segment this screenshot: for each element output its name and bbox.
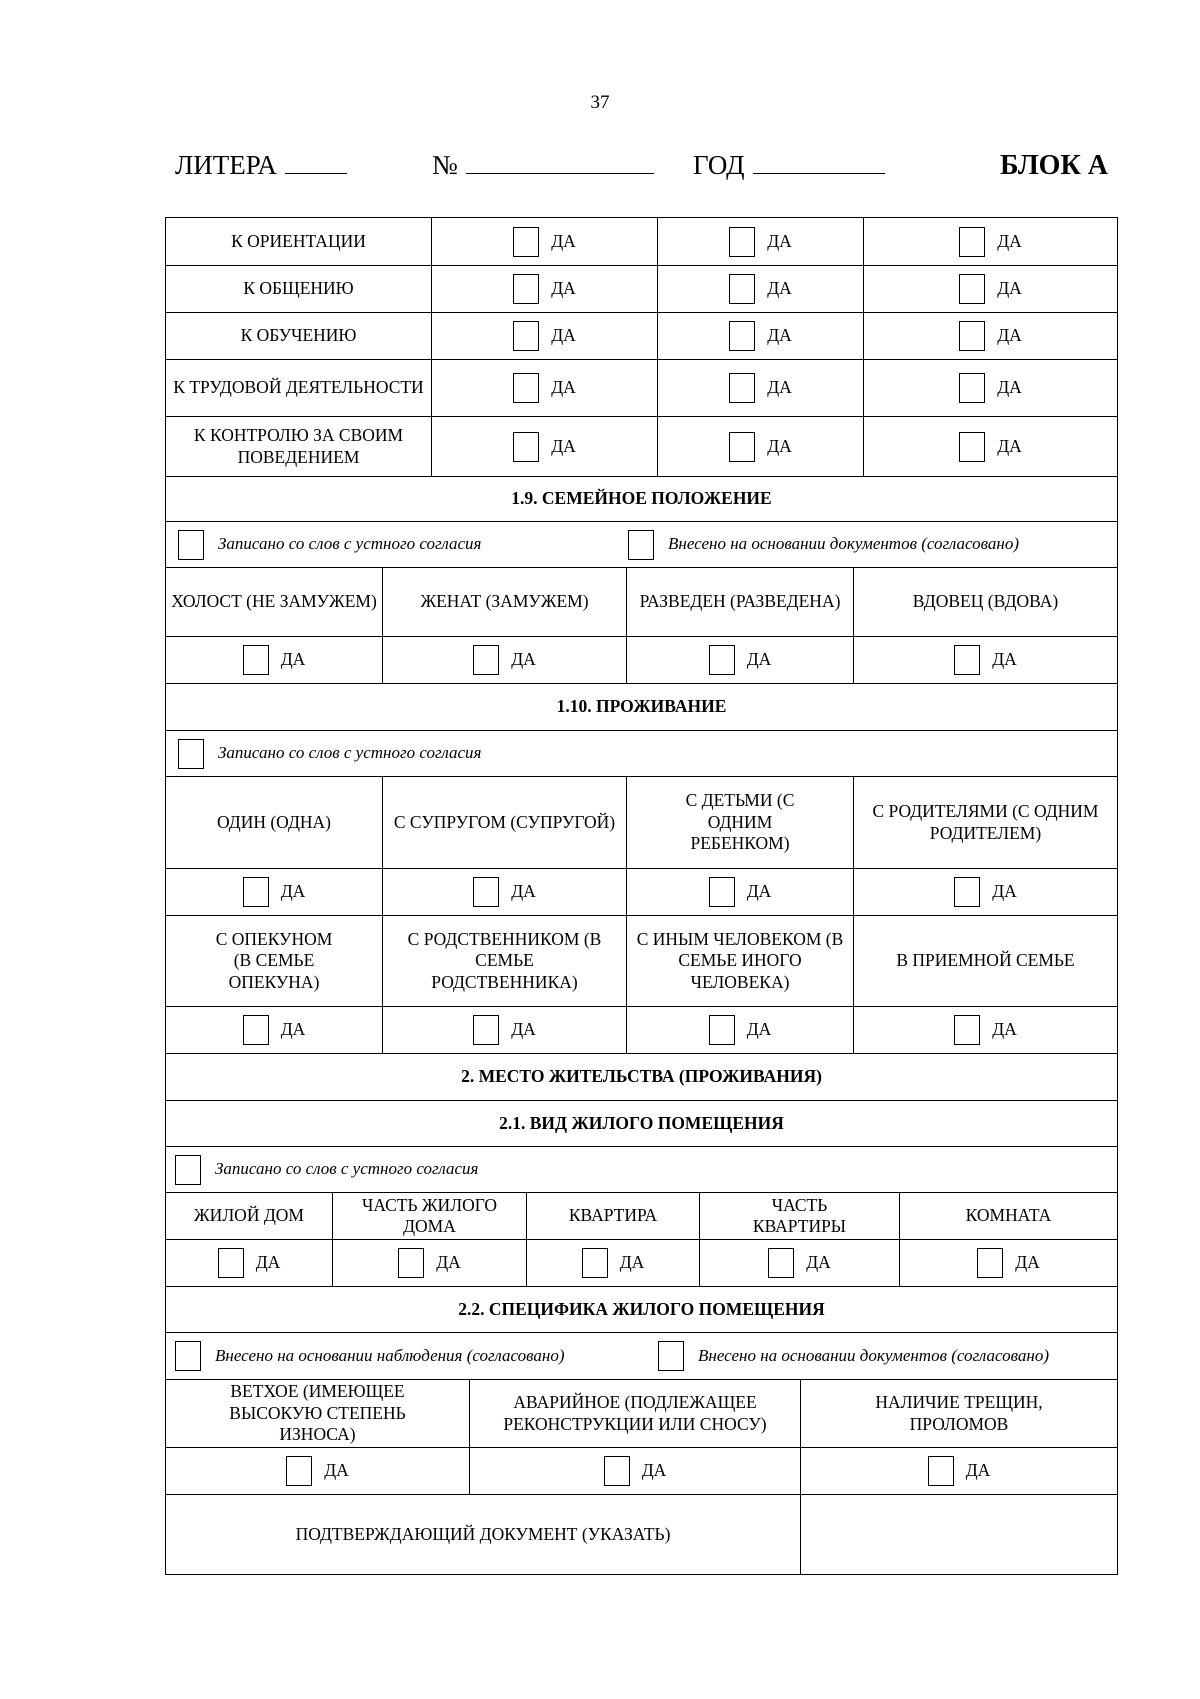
checkbox[interactable]	[729, 373, 755, 403]
checkbox[interactable]	[768, 1248, 794, 1278]
yes-label: ДА	[997, 325, 1022, 346]
options-row	[166, 1379, 1117, 1447]
yes-cell	[853, 637, 1117, 683]
option-label: С ДЕТЬМИ (С ОДНИМ РЕБЕНКОМ)	[626, 777, 853, 868]
yes-cell	[853, 1007, 1117, 1053]
note-oral-label: Записано со слов с устного согласия	[218, 534, 482, 554]
yes-cell	[657, 218, 863, 265]
yes-row	[166, 1447, 1117, 1494]
notes-cell	[166, 731, 1117, 776]
checkbox[interactable]	[954, 645, 980, 675]
row-label: К ОБУЧЕНИЮ	[240, 325, 357, 346]
yes-label: ДА	[997, 230, 1022, 251]
yes-label: ДА	[767, 377, 792, 398]
yes-label: ДА	[511, 649, 536, 670]
yes-cell	[657, 360, 863, 416]
checkbox[interactable]	[398, 1248, 424, 1278]
number-blank[interactable]	[466, 153, 654, 174]
year-field	[693, 150, 885, 181]
notes-row	[166, 1146, 1117, 1192]
row-label: К ОРИЕНТАЦИИ	[231, 230, 366, 251]
option-label: ХОЛОСТ (НЕ ЗАМУЖЕМ)	[171, 591, 377, 612]
yes-cell	[382, 1007, 626, 1053]
option-label: ВДОВЕЦ (ВДОВА)	[853, 568, 1117, 636]
yes-cell	[431, 218, 657, 265]
checkbox[interactable]	[709, 877, 735, 907]
yes-cell	[431, 360, 657, 416]
yes-cell	[526, 1240, 699, 1286]
notes-cell	[166, 1147, 1117, 1192]
table-row	[166, 218, 1117, 265]
yes-label: ДА	[806, 1252, 831, 1273]
row-label: К КОНТРОЛЮ ЗА СВОИМ ПОВЕДЕНИЕМ	[193, 425, 404, 467]
yes-cell	[382, 869, 626, 915]
notes-cell	[166, 1333, 1117, 1379]
option-label: С РОДСТВЕННИКОМ (В СЕМЬЕ РОДСТВЕННИКА)	[382, 916, 626, 1006]
checkbox[interactable]	[513, 321, 539, 351]
checkbox[interactable]	[175, 1341, 201, 1371]
yes-label: ДА	[324, 1460, 349, 1481]
notes-row	[166, 521, 1117, 567]
yes-label: ДА	[767, 325, 792, 346]
checkbox[interactable]	[959, 432, 985, 462]
note-observation	[175, 1341, 658, 1371]
note-oral	[178, 739, 481, 769]
options-row	[166, 776, 1117, 868]
litera-field	[175, 150, 347, 181]
yes-label: ДА	[997, 435, 1022, 456]
option-label: ВЕТХОЕ (ИМЕЮЩЕЕ ВЫСОКУЮ СТЕПЕНЬ ИЗНОСА)	[229, 1381, 406, 1445]
checkbox[interactable]	[977, 1248, 1003, 1278]
option-label: ОДИН (ОДНА)	[217, 811, 331, 832]
checkbox[interactable]	[959, 321, 985, 351]
checkbox[interactable]	[729, 274, 755, 304]
checkbox[interactable]	[628, 530, 654, 560]
checkbox[interactable]	[218, 1248, 244, 1278]
yes-label: ДА	[746, 1019, 772, 1040]
note-oral	[175, 1155, 478, 1185]
checkbox[interactable]	[954, 877, 980, 907]
checkbox[interactable]	[658, 1341, 684, 1371]
yes-cell	[626, 1007, 853, 1053]
notes-row	[166, 730, 1117, 776]
checkbox[interactable]	[473, 645, 499, 675]
confirming-doc-label: ПОДТВЕРЖДАЮЩИЙ ДОКУМЕНТ (УКАЗАТЬ)	[295, 1523, 671, 1544]
section-row	[166, 1053, 1117, 1100]
option-label: КВАРТИРА	[526, 1193, 699, 1239]
yes-cell	[431, 313, 657, 359]
yes-cell	[166, 637, 382, 683]
notes-row	[166, 1332, 1117, 1379]
note-docs	[658, 1341, 1049, 1371]
litera-blank[interactable]	[285, 153, 347, 174]
checkbox[interactable]	[243, 877, 269, 907]
yes-row	[166, 1006, 1117, 1053]
section-row	[166, 476, 1117, 521]
yes-label: ДА	[997, 278, 1022, 299]
checkbox[interactable]	[513, 227, 539, 257]
checkbox[interactable]	[513, 373, 539, 403]
checkbox[interactable]	[604, 1456, 630, 1486]
option-label: НАЛИЧИЕ ТРЕЩИН, ПРОЛОМОВ	[800, 1380, 1117, 1447]
yes-row	[166, 636, 1117, 683]
yes-row	[166, 1239, 1117, 1286]
yes-cell	[863, 313, 1117, 359]
options-row	[166, 915, 1117, 1006]
checkbox[interactable]	[243, 1015, 269, 1045]
yes-label: ДА	[280, 649, 306, 670]
checkbox[interactable]	[178, 530, 204, 560]
yes-label: ДА	[965, 1460, 991, 1481]
checkbox[interactable]	[473, 877, 499, 907]
confirming-doc-field[interactable]	[800, 1495, 1117, 1574]
page-number: 37	[590, 92, 610, 113]
yes-cell	[166, 1007, 382, 1053]
checkbox[interactable]	[959, 373, 985, 403]
option-label: С СУПРУГОМ (СУПРУГОЙ)	[382, 777, 626, 868]
option-label: АВАРИЙНОЕ (ПОДЛЕЖАЩЕЕ РЕКОНСТРУКЦИИ ИЛИ СНОСУ)	[469, 1380, 800, 1447]
note-observation-label: Внесено на основании наблюдения (согласовано)	[215, 1345, 565, 1365]
yes-cell	[699, 1240, 899, 1286]
yes-cell	[657, 313, 863, 359]
yes-cell	[431, 417, 657, 476]
table-row	[166, 416, 1117, 476]
yes-cell	[657, 266, 863, 312]
yes-label: ДА	[255, 1252, 281, 1273]
checkbox[interactable]	[473, 1015, 499, 1045]
table-row	[166, 312, 1117, 359]
checkbox[interactable]	[729, 432, 755, 462]
yes-cell	[626, 869, 853, 915]
section-title-housing-type: 2.1. ВИД ЖИЛОГО ПОМЕЩЕНИЯ	[499, 1112, 784, 1133]
note-oral-label: Записано со слов с устного согласия	[218, 743, 482, 763]
table-row	[166, 265, 1117, 312]
checkbox[interactable]	[582, 1248, 608, 1278]
row-label: К ОБЩЕНИЮ	[243, 278, 354, 299]
yes-cell	[853, 869, 1117, 915]
yes-row	[166, 868, 1117, 915]
form-table	[165, 217, 1118, 1575]
yes-label: ДА	[746, 649, 772, 670]
checkbox[interactable]	[175, 1155, 201, 1185]
yes-cell	[626, 637, 853, 683]
yes-label: ДА	[746, 881, 772, 902]
note-docs	[628, 530, 1019, 560]
yes-label: ДА	[767, 278, 792, 299]
yes-cell	[863, 266, 1117, 312]
year-label: ГОД	[693, 150, 745, 180]
yes-cell	[332, 1240, 526, 1286]
yes-cell	[382, 637, 626, 683]
yes-label: ДА	[619, 1252, 645, 1273]
note-oral-label: Записано со слов с устного согласия	[215, 1159, 479, 1179]
yes-cell	[863, 417, 1117, 476]
yes-label: ДА	[767, 230, 792, 251]
checkbox[interactable]	[954, 1015, 980, 1045]
option-label: КОМНАТА	[899, 1193, 1117, 1239]
table-row	[166, 359, 1117, 416]
yes-label: ДА	[551, 435, 576, 456]
yes-label: ДА	[511, 881, 536, 902]
yes-cell	[657, 417, 863, 476]
checkbox[interactable]	[959, 274, 985, 304]
options-row	[166, 567, 1117, 636]
year-blank[interactable]	[753, 153, 885, 174]
notes-cell	[166, 522, 1117, 567]
row-label: К ТРУДОВОЙ ДЕЯТЕЛЬНОСТИ	[173, 377, 424, 398]
note-docs-label: Внесено на основании документов (согласовано)	[668, 534, 1019, 554]
yes-cell	[166, 1240, 332, 1286]
checkbox[interactable]	[286, 1456, 312, 1486]
yes-label: ДА	[551, 278, 576, 299]
number-field	[432, 150, 654, 181]
section-title-living: 1.10. ПРОЖИВАНИЕ	[556, 696, 727, 717]
yes-cell	[863, 218, 1117, 265]
checkbox[interactable]	[709, 1015, 735, 1045]
yes-label: ДА	[767, 435, 792, 456]
section-row	[166, 1100, 1117, 1146]
number-label: №	[432, 150, 458, 180]
option-label: ЧАСТЬ КВАРТИРЫ	[699, 1193, 899, 1239]
checkbox[interactable]	[729, 227, 755, 257]
note-oral	[178, 530, 628, 560]
yes-cell	[800, 1448, 1117, 1494]
document-row	[166, 1494, 1117, 1574]
yes-cell	[899, 1240, 1117, 1286]
yes-cell	[469, 1448, 800, 1494]
checkbox[interactable]	[178, 739, 204, 769]
litera-label: ЛИТЕРА	[175, 150, 277, 180]
option-label: С ОПЕКУНОМ (В СЕМЬЕ ОПЕКУНА)	[215, 928, 333, 992]
section-title-marital: 1.9. СЕМЕЙНОЕ ПОЛОЖЕНИЕ	[511, 488, 772, 509]
option-label: ЖИЛОЙ ДОМ	[194, 1205, 304, 1226]
option-label: ЖЕНАТ (ЗАМУЖЕМ)	[382, 568, 626, 636]
section-title-specifics: 2.2. СПЕЦИФИКА ЖИЛОГО ПОМЕЩЕНИЯ	[458, 1298, 825, 1319]
checkbox[interactable]	[729, 321, 755, 351]
option-label: РАЗВЕДЕН (РАЗВЕДЕНА)	[626, 568, 853, 636]
yes-label: ДА	[992, 1019, 1017, 1040]
yes-label: ДА	[992, 649, 1017, 670]
option-label: В ПРИЕМНОЙ СЕМЬЕ	[853, 916, 1117, 1006]
yes-cell	[166, 1448, 469, 1494]
option-label: С РОДИТЕЛЯМИ (С ОДНИМ РОДИТЕЛЕМ)	[853, 777, 1117, 868]
checkbox[interactable]	[243, 645, 269, 675]
section-row	[166, 683, 1117, 730]
yes-label: ДА	[436, 1252, 461, 1273]
checkbox[interactable]	[513, 274, 539, 304]
yes-label: ДА	[551, 230, 576, 251]
section-row	[166, 1286, 1117, 1332]
checkbox[interactable]	[513, 432, 539, 462]
option-label: С ИНЫМ ЧЕЛОВЕКОМ (В СЕМЬЕ ИНОГО ЧЕЛОВЕКА)	[626, 916, 853, 1006]
yes-cell	[166, 869, 382, 915]
section-title-residence: 2. МЕСТО ЖИТЕЛЬСТВА (ПРОЖИВАНИЯ)	[461, 1066, 822, 1087]
yes-label: ДА	[992, 881, 1017, 902]
options-row	[166, 1192, 1117, 1239]
note-docs-label: Внесено на основании документов (согласовано)	[698, 1345, 1049, 1365]
checkbox[interactable]	[928, 1456, 954, 1486]
yes-label: ДА	[280, 881, 306, 902]
checkbox[interactable]	[709, 645, 735, 675]
yes-cell	[431, 266, 657, 312]
option-label: ЧАСТЬ ЖИЛОГО ДОМА	[332, 1193, 526, 1239]
yes-label: ДА	[997, 377, 1022, 398]
checkbox[interactable]	[959, 227, 985, 257]
block-label: БЛОК А	[1000, 150, 1108, 181]
yes-label: ДА	[551, 325, 576, 346]
yes-label: ДА	[511, 1019, 536, 1040]
yes-label: ДА	[1015, 1252, 1040, 1273]
yes-cell	[863, 360, 1117, 416]
yes-label: ДА	[280, 1019, 306, 1040]
yes-label: ДА	[641, 1460, 667, 1481]
yes-label: ДА	[551, 377, 576, 398]
